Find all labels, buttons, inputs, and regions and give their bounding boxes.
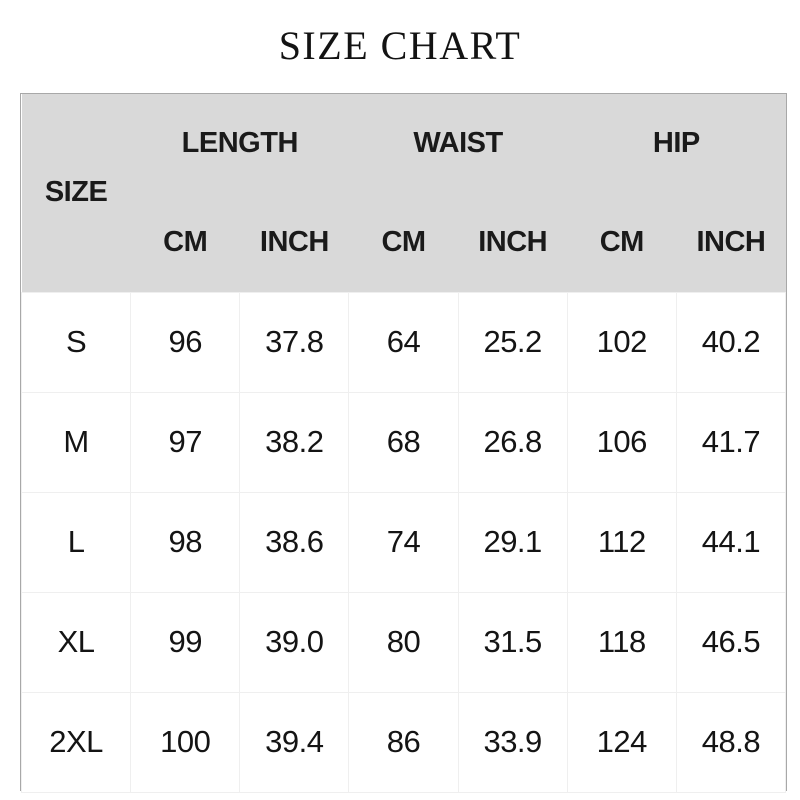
table-row-s	[22, 292, 786, 392]
waist-inch-value: 31.5	[458, 592, 567, 692]
header-length-inch: INCH	[240, 193, 349, 292]
table-row-m	[22, 392, 786, 492]
header-hip-cm: CM	[567, 193, 676, 292]
table-header	[22, 94, 786, 292]
page-title: SIZE CHART	[278, 23, 522, 68]
hip-cm-value: 118	[567, 592, 676, 692]
length-inch-value: 38.2	[240, 392, 349, 492]
hip-inch-value: 48.8	[676, 692, 785, 792]
waist-cm-value: 74	[349, 492, 458, 592]
size-label: XL	[22, 592, 131, 692]
size-label: 2XL	[22, 692, 131, 792]
size-label: S	[22, 292, 131, 392]
waist-inch-value: 25.2	[458, 292, 567, 392]
table-row-l	[22, 492, 786, 592]
header-group-length: LENGTH	[131, 94, 349, 193]
hip-cm-value: 112	[567, 492, 676, 592]
waist-inch-value: 26.8	[458, 392, 567, 492]
length-inch-value: 37.8	[240, 292, 349, 392]
hip-inch-value: 41.7	[676, 392, 785, 492]
size-chart-table	[21, 94, 786, 793]
length-cm-value: 96	[131, 292, 240, 392]
length-inch-value: 39.0	[240, 592, 349, 692]
header-waist-inch: INCH	[458, 193, 567, 292]
length-cm-value: 99	[131, 592, 240, 692]
size-label: L	[22, 492, 131, 592]
hip-cm-value: 106	[567, 392, 676, 492]
hip-cm-value: 124	[567, 692, 676, 792]
hip-inch-value: 40.2	[676, 292, 785, 392]
header-group-waist: WAIST	[349, 94, 567, 193]
header-group-row	[22, 94, 786, 193]
waist-inch-value: 33.9	[458, 692, 567, 792]
table-row-2xl	[22, 692, 786, 792]
header-size: SIZE	[22, 94, 131, 292]
length-cm-value: 100	[131, 692, 240, 792]
waist-cm-value: 80	[349, 592, 458, 692]
header-length-cm: CM	[131, 193, 240, 292]
size-label: M	[22, 392, 131, 492]
length-inch-value: 38.6	[240, 492, 349, 592]
header-group-hip: HIP	[567, 94, 785, 193]
header-hip-inch: INCH	[676, 193, 785, 292]
header-waist-cm: CM	[349, 193, 458, 292]
waist-inch-value: 29.1	[458, 492, 567, 592]
waist-cm-value: 64	[349, 292, 458, 392]
hip-inch-value: 44.1	[676, 492, 785, 592]
length-inch-value: 39.4	[240, 692, 349, 792]
header-unit-row	[22, 193, 786, 292]
length-cm-value: 97	[131, 392, 240, 492]
table-row-xl	[22, 592, 786, 692]
waist-cm-value: 68	[349, 392, 458, 492]
hip-cm-value: 102	[567, 292, 676, 392]
size-chart-table-container	[20, 93, 787, 791]
table-body	[22, 292, 786, 792]
length-cm-value: 98	[131, 492, 240, 592]
waist-cm-value: 86	[349, 692, 458, 792]
hip-inch-value: 46.5	[676, 592, 785, 692]
